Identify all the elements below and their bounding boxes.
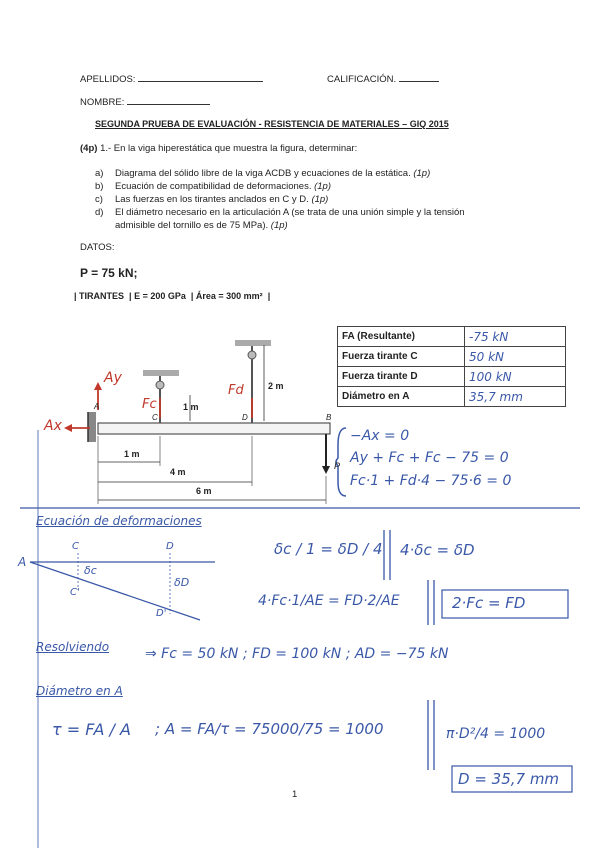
- list-item: c) Las fuerzas en los tirantes anclados en C y D. (1p): [95, 194, 329, 205]
- table-row: Fuerza tirante D 100 kN: [338, 367, 566, 387]
- dim-1m-vertical: 1 m: [183, 402, 199, 412]
- table-row: Diámetro en A 35,7 mm: [338, 387, 566, 407]
- eq-equilibrium-3: Fc·1 + Fd·4 − 75·6 = 0: [350, 473, 512, 489]
- tirantes-data: | TIRANTES | E = 200 GPa | Área = 300 mm² |: [74, 291, 271, 301]
- p-value: P = 75 kN;: [80, 266, 138, 280]
- table-row: FA (Resultante) -75 kN: [338, 327, 566, 347]
- hw-ay: Ay: [104, 370, 122, 386]
- eq-equilibrium-2: Ay + Fc + Fc − 75 = 0: [350, 450, 509, 466]
- tie-d-anchor: [235, 340, 271, 346]
- beam: [98, 423, 330, 434]
- eq-deformation-1: δc / 1 = δD / 4: [274, 540, 383, 558]
- wall-support: [88, 412, 96, 442]
- list-item: admisible del tornillo es de 75 MPa). (1p): [115, 220, 288, 231]
- dim-1m: 1 m: [124, 449, 140, 459]
- hw-fc: Fc: [142, 397, 157, 412]
- deformed-beam: [30, 562, 200, 620]
- diametro-label: Diámetro en A: [36, 684, 123, 698]
- eq-deformation-4: 2·Fc = FD: [452, 594, 526, 612]
- pt-d: D: [166, 541, 174, 552]
- intro-text: 1.- En la viga hiperestática que muestra la figura, determinar:: [100, 143, 358, 154]
- pt-c-prime: C': [70, 587, 80, 598]
- nombre-label: NOMBRE:: [80, 97, 125, 108]
- apellidos-label: APELLIDOS:: [80, 74, 136, 85]
- deformation-heading: Ecuación de deformaciones: [36, 514, 202, 528]
- intro-points: (4p): [80, 143, 98, 154]
- eq-circle: π·D²/4 = 1000: [446, 726, 546, 742]
- resolviendo-label: Resolviendo: [36, 640, 110, 654]
- dim-4m: 4 m: [170, 467, 186, 477]
- pt-c: C: [72, 541, 79, 552]
- list-item: b) Ecuación de compatibilidad de deformaciones. (1p): [95, 181, 331, 192]
- page-number: 1: [292, 789, 298, 800]
- dim-2m: 2 m: [268, 381, 284, 391]
- eq-equilibrium-1: −Ax = 0: [350, 428, 410, 444]
- hw-ax: Ax: [44, 418, 62, 434]
- table-row: Fuerza tirante C 50 kN: [338, 347, 566, 367]
- label-a: A: [94, 402, 100, 411]
- eq-area: ; A = FA/τ = 75000/75 = 1000: [155, 720, 384, 738]
- eq-deformation-3: 4·Fc·1/AE = FD·2/AE: [258, 593, 400, 609]
- pt-a: A: [18, 555, 27, 569]
- eq-deformation-2: 4·δc = δD: [400, 541, 475, 559]
- list-item: a) Diagrama del sólido libre de la viga ACDB y ecuaciones de la estática. (1p): [95, 168, 431, 179]
- label-d: D: [242, 413, 248, 422]
- resolviendo-result: ⇒ Fc = 50 kN ; FD = 100 kN ; AD = −75 kN: [145, 646, 449, 662]
- delta-d: δD: [174, 576, 190, 589]
- list-item: d) El diámetro necesario en la articulación A (se trata de una unión simple y la tensión: [95, 207, 465, 218]
- exam-title: SEGUNDA PRUEBA DE EVALUACIÓN - RESISTENCIA DE MATERIALES – GIQ 2015: [95, 119, 449, 129]
- dim-6m: 6 m: [196, 486, 212, 496]
- label-c: C: [152, 413, 158, 422]
- delta-c: δc: [84, 564, 97, 577]
- label-p: P: [334, 461, 341, 471]
- calificacion-label: CALIFICACIÓN.: [327, 74, 397, 85]
- datos-label: DATOS:: [80, 242, 115, 253]
- tie-c-anchor: [143, 370, 179, 376]
- hw-fd: Fd: [228, 383, 244, 398]
- pt-d-prime: D': [156, 608, 167, 619]
- label-b: B: [326, 413, 332, 422]
- diameter-result: D = 35,7 mm: [458, 770, 560, 788]
- eq-tau: τ = FA / A: [52, 720, 131, 739]
